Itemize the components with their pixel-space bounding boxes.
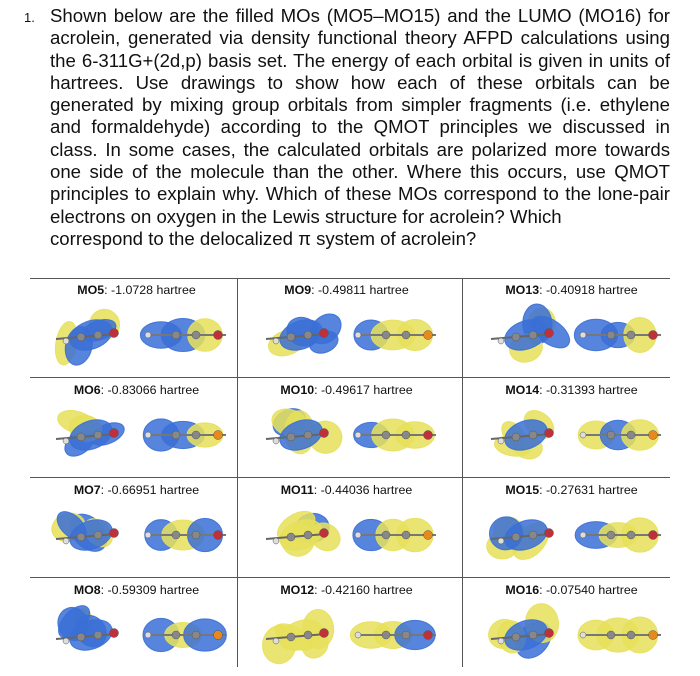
orbital-name: MO6: [73, 383, 101, 397]
orbital-image: [471, 499, 671, 571]
orbital-cell-mo12: [240, 579, 453, 676]
orbital-label: [240, 483, 453, 497]
orbital-energy: : -0.27631 hartree: [539, 483, 638, 497]
grid-divider: [30, 577, 670, 578]
orbital-cell-mo15: [465, 479, 678, 576]
orbital-name: MO5: [77, 283, 105, 297]
orbital-label: [240, 583, 453, 597]
orbital-energy: : -0.66951 hartree: [100, 483, 200, 497]
orbital-name: MO11: [280, 483, 314, 497]
orbital-cell-mo7: [30, 479, 243, 576]
orbital-energy: : -0.83066 hartree: [100, 383, 200, 397]
question-body: Shown below are the filled MOs (MO5–MO15) and the LUMO (MO16) for acrolein, generated via density functional theory AFPD calculations using the 6-311G+(2d,p) basis set. The energy of each orbital is given in units of hartrees. Use drawings to show how each of these orbitals can be generated by mixing group orbitals from simpler fragments (i.e. ethylene and formaldehyde) according to the QMOT principles we discussed in class. In some cases, the calculated orbitals are polarized more towards one side of the molecule than the other. Where this occurs, use QMOT principles to explain why. Which of these MOs correspond to the lone-pair electrons on oxygen in the Lewis structure for acrolein? Which: [50, 5, 670, 227]
orbital-name: MO8: [73, 583, 101, 597]
orbital-name: MO14: [505, 383, 540, 397]
orbital-grid: [30, 278, 670, 667]
orbital-energy: : -0.07540 hartree: [539, 583, 638, 597]
orbital-image: [36, 499, 236, 571]
orbital-image: [471, 599, 671, 671]
orbital-label: [30, 483, 243, 497]
orbital-energy: : -0.42160 hartree: [314, 583, 413, 597]
orbital-name: MO13: [505, 283, 540, 297]
orbital-cell-mo10: [240, 379, 453, 476]
grid-divider: [30, 377, 670, 378]
orbital-cell-mo14: [465, 379, 678, 476]
grid-divider: [462, 279, 463, 667]
orbital-cell-mo16: [465, 579, 678, 676]
orbital-cell-mo11: [240, 479, 453, 576]
question-text: [50, 5, 670, 250]
orbital-energy: : -1.0728 hartree: [104, 283, 196, 297]
orbital-cell-mo6: [30, 379, 243, 476]
orbital-image: [36, 299, 236, 371]
orbital-cell-mo9: [240, 279, 453, 376]
orbital-energy: : -0.31393 hartree: [539, 383, 638, 397]
orbital-energy: : -0.40918 hartree: [539, 283, 638, 297]
orbital-label: [465, 283, 678, 297]
orbital-cell-mo13: [465, 279, 678, 376]
orbital-image: [36, 399, 236, 471]
orbital-label: [465, 483, 678, 497]
orbital-name: MO10: [280, 383, 315, 397]
orbital-name: MO7: [73, 483, 101, 497]
orbital-image: [471, 399, 671, 471]
orbital-label: [30, 583, 243, 597]
orbital-cell-mo8: [30, 579, 243, 676]
orbital-energy: : -0.49617 hartree: [314, 383, 413, 397]
orbital-energy: : -0.44036 hartree: [313, 483, 413, 497]
question-number: 1.: [24, 10, 35, 25]
orbital-image: [246, 299, 446, 371]
orbital-name: MO12: [280, 583, 315, 597]
orbital-image: [36, 599, 236, 671]
orbital-image: [246, 599, 446, 671]
orbital-label: [465, 383, 678, 397]
orbital-image: [246, 499, 446, 571]
grid-divider: [30, 477, 670, 478]
orbital-label: [240, 283, 453, 297]
orbital-cell-mo5: [30, 279, 243, 376]
orbital-image: [471, 299, 671, 371]
orbital-name: MO15: [505, 483, 540, 497]
orbital-label: [240, 383, 453, 397]
orbital-energy: : -0.49811 hartree: [311, 283, 409, 297]
question-last-line: correspond to the delocalized π system of acrolein?: [50, 227, 477, 249]
orbital-name: MO16: [505, 583, 540, 597]
orbital-label: [465, 583, 678, 597]
orbital-image: [246, 399, 446, 471]
orbital-label: [30, 383, 243, 397]
orbital-name: MO9: [284, 283, 312, 297]
orbital-label: [30, 283, 243, 297]
orbital-energy: : -0.59309 hartree: [100, 583, 200, 597]
